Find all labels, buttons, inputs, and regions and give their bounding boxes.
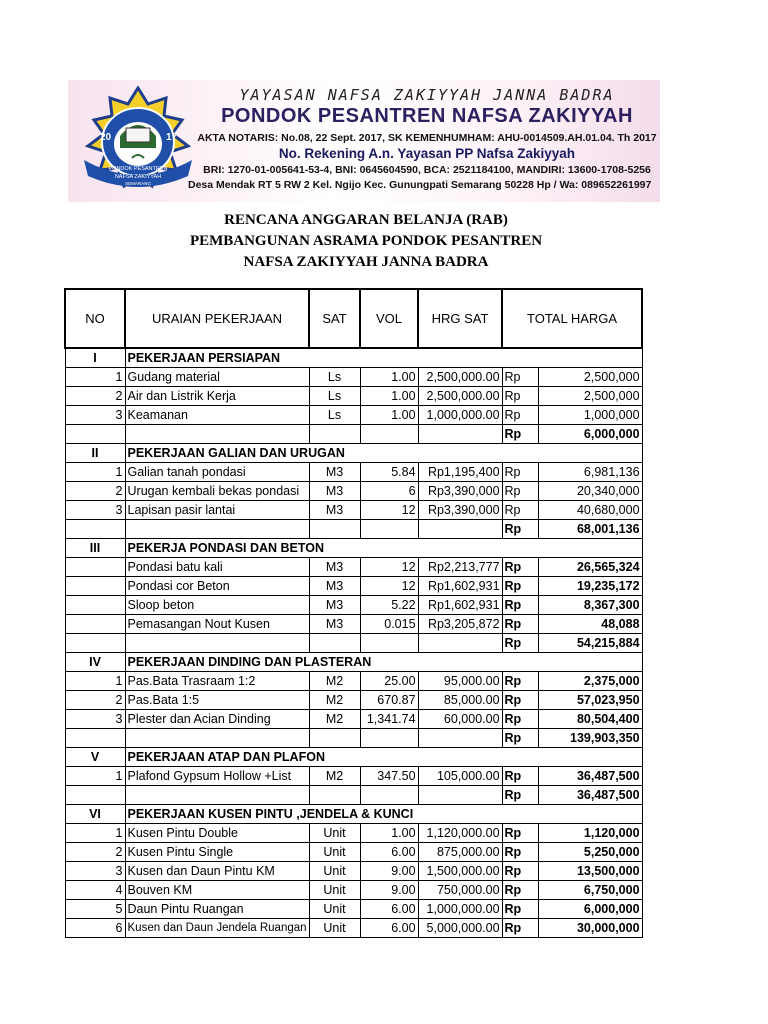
item-unit: M2 (309, 710, 360, 729)
currency-label: Rp (502, 482, 538, 501)
currency-label: Rp (502, 368, 538, 387)
table-row (65, 406, 642, 425)
empty-cell (65, 425, 125, 444)
item-unit: Unit (309, 843, 360, 862)
currency-label: Rp (502, 824, 538, 843)
subtotal-value: 139,903,350 (538, 729, 642, 748)
header-vol: VOL (360, 289, 418, 348)
item-total: 2,375,000 (538, 672, 642, 691)
notary-info: AKTA NOTARIS: No.08, 22 Sept. 2017, SK KEMENHUMHAM: AHU-0014509.AH.01.04. Th 2017 (197, 132, 657, 144)
item-volume: 12 (360, 577, 418, 596)
empty-cell (125, 425, 309, 444)
item-description: Daun Pintu Ruangan (125, 900, 309, 919)
item-description: Urugan kembali bekas pondasi (125, 482, 309, 501)
section-title: PEKERJAAN ATAP DAN PLAFON (125, 748, 642, 767)
item-volume: 6.00 (360, 919, 418, 938)
item-unit-price: 2,500,000.00 (418, 387, 502, 406)
item-unit: Unit (309, 824, 360, 843)
subtotal-value: 54,215,884 (538, 634, 642, 653)
table-row (65, 691, 642, 710)
empty-cell (309, 425, 360, 444)
item-description: Plafond Gypsum Hollow +List (125, 767, 309, 786)
item-unit: M3 (309, 558, 360, 577)
currency-label: Rp (502, 786, 538, 805)
item-number: 2 (65, 482, 125, 501)
section-row (65, 539, 642, 558)
item-unit-price: 750,000.00 (418, 881, 502, 900)
item-unit-price: 105,000.00 (418, 767, 502, 786)
item-total: 5,250,000 (538, 843, 642, 862)
currency-label: Rp (502, 463, 538, 482)
empty-cell (360, 786, 418, 805)
item-unit-price: 85,000.00 (418, 691, 502, 710)
item-total: 1,000,000 (538, 406, 642, 425)
item-unit: Unit (309, 881, 360, 900)
subtotal-row (65, 729, 642, 748)
empty-cell (65, 729, 125, 748)
item-total: 13,500,000 (538, 862, 642, 881)
subtotal-value: 68,001,136 (538, 520, 642, 539)
item-total: 20,340,000 (538, 482, 642, 501)
item-unit-price: Rp1,195,400 (418, 463, 502, 482)
item-number: 6 (65, 919, 125, 938)
item-total: 30,000,000 (538, 919, 642, 938)
item-volume: 12 (360, 558, 418, 577)
header-no: NO (65, 289, 125, 348)
item-volume: 670.87 (360, 691, 418, 710)
item-number: 4 (65, 881, 125, 900)
account-title: No. Rekening A.n. Yayasan PP Nafsa Zakiyyah (278, 146, 576, 161)
empty-cell (418, 786, 502, 805)
table-row (65, 919, 642, 938)
item-unit-price: 1,000,000.00 (418, 406, 502, 425)
item-unit: M3 (309, 501, 360, 520)
item-unit-price: 875,000.00 (418, 843, 502, 862)
institution-name: PONDOK PESANTREN NAFSA ZAKIYYAH (221, 105, 633, 127)
item-volume: 5.22 (360, 596, 418, 615)
item-unit: Ls (309, 406, 360, 425)
currency-label: Rp (502, 691, 538, 710)
item-volume: 5.84 (360, 463, 418, 482)
currency-label: Rp (502, 919, 538, 938)
section-title: PEKERJA PONDASI DAN BETON (125, 539, 642, 558)
subtotal-row (65, 520, 642, 539)
item-number: 3 (65, 862, 125, 881)
section-number: IV (65, 653, 125, 672)
section-row (65, 348, 642, 368)
item-description: Pas.Bata Trasraam 1:2 (125, 672, 309, 691)
item-volume: 9.00 (360, 862, 418, 881)
currency-label: Rp (502, 387, 538, 406)
table-row (65, 767, 642, 786)
currency-label: Rp (502, 520, 538, 539)
item-description: Pas.Bata 1:5 (125, 691, 309, 710)
item-description: Pondasi batu kali (125, 558, 309, 577)
section-number: VI (65, 805, 125, 824)
item-number: 1 (65, 368, 125, 387)
table-row (65, 577, 642, 596)
rab-table (64, 288, 643, 938)
table-row (65, 615, 642, 634)
header-total-harga: TOTAL HARGA (502, 289, 642, 348)
section-number: I (65, 348, 125, 368)
item-total: 8,367,300 (538, 596, 642, 615)
item-total: 6,981,136 (538, 463, 642, 482)
empty-cell (418, 425, 502, 444)
item-unit-price: Rp3,390,000 (418, 501, 502, 520)
item-unit: M3 (309, 596, 360, 615)
item-description: Kusen dan Daun Jendela Ruangan (125, 919, 309, 938)
pesantren-logo (82, 86, 194, 194)
letterhead (68, 80, 660, 202)
item-number (65, 615, 125, 634)
title-line-3: NAFSA ZAKIYYAH JANNA BADRA (243, 254, 489, 270)
item-unit-price: 60,000.00 (418, 710, 502, 729)
title-line-2: PEMBANGUNAN ASRAMA PONDOK PESANTREN (189, 233, 543, 249)
currency-label: Rp (502, 729, 538, 748)
item-volume: 6.00 (360, 843, 418, 862)
section-title: PEKERJAAN KUSEN PINTU ,JENDELA & KUNCI (125, 805, 642, 824)
empty-cell (309, 786, 360, 805)
section-row (65, 653, 642, 672)
item-unit: M3 (309, 577, 360, 596)
item-number: 1 (65, 767, 125, 786)
item-unit: M2 (309, 767, 360, 786)
item-unit: M3 (309, 615, 360, 634)
table-row (65, 482, 642, 501)
item-unit: M2 (309, 691, 360, 710)
item-number: 2 (65, 691, 125, 710)
item-description: Kusen Pintu Double (125, 824, 309, 843)
currency-label: Rp (502, 881, 538, 900)
item-description: Pondasi cor Beton (125, 577, 309, 596)
item-volume: 6 (360, 482, 418, 501)
table-row (65, 843, 642, 862)
currency-label: Rp (502, 615, 538, 634)
item-unit-price: 1,500,000.00 (418, 862, 502, 881)
item-total: 40,680,000 (538, 501, 642, 520)
item-volume: 9.00 (360, 881, 418, 900)
item-volume: 0.015 (360, 615, 418, 634)
currency-label: Rp (502, 501, 538, 520)
item-unit: M2 (309, 672, 360, 691)
item-total: 57,023,950 (538, 691, 642, 710)
section-number: V (65, 748, 125, 767)
address: Desa Mendak RT 5 RW 2 Kel. Ngijo Kec. Gunungpati Semarang 50228 Hp / Wa: 089652261997 (188, 179, 652, 191)
item-volume: 1,341.74 (360, 710, 418, 729)
item-total: 6,000,000 (538, 900, 642, 919)
empty-cell (309, 520, 360, 539)
item-unit-price: Rp1,602,931 (418, 596, 502, 615)
item-volume: 1.00 (360, 406, 418, 425)
item-number: 1 (65, 463, 125, 482)
subtotal-row (65, 634, 642, 653)
item-total: 19,235,172 (538, 577, 642, 596)
table-row (65, 596, 642, 615)
empty-cell (125, 634, 309, 653)
table-row (65, 368, 642, 387)
empty-cell (418, 729, 502, 748)
table-row (65, 862, 642, 881)
table-row (65, 900, 642, 919)
subtotal-value: 36,487,500 (538, 786, 642, 805)
empty-cell (65, 520, 125, 539)
item-unit: M3 (309, 482, 360, 501)
item-unit: Unit (309, 919, 360, 938)
item-unit-price: 2,500,000.00 (418, 368, 502, 387)
table-row (65, 710, 642, 729)
item-volume: 1.00 (360, 824, 418, 843)
currency-label: Rp (502, 577, 538, 596)
item-number (65, 577, 125, 596)
item-number: 1 (65, 824, 125, 843)
section-number: II (65, 444, 125, 463)
item-volume: 25.00 (360, 672, 418, 691)
currency-label: Rp (502, 710, 538, 729)
section-row (65, 748, 642, 767)
table-body (65, 348, 642, 938)
currency-label: Rp (502, 406, 538, 425)
empty-cell (65, 786, 125, 805)
item-total: 1,120,000 (538, 824, 642, 843)
currency-label: Rp (502, 767, 538, 786)
logo-line2: NAFSA ZAKIYYAH (114, 174, 162, 180)
document-title (0, 210, 732, 273)
item-description: Plester dan Acian Dinding (125, 710, 309, 729)
header-hrg-sat: HRG SAT (418, 289, 502, 348)
table-row (65, 387, 642, 406)
item-unit: Unit (309, 862, 360, 881)
item-number: 5 (65, 900, 125, 919)
item-volume: 1.00 (360, 387, 418, 406)
empty-cell (360, 425, 418, 444)
logo-year-left: 20 (100, 132, 112, 143)
subtotal-value: 6,000,000 (538, 425, 642, 444)
currency-label: Rp (502, 843, 538, 862)
item-volume: 1.00 (360, 368, 418, 387)
item-number (65, 558, 125, 577)
item-volume: 6.00 (360, 900, 418, 919)
item-number: 3 (65, 710, 125, 729)
item-unit-price: Rp3,390,000 (418, 482, 502, 501)
item-total: 48,088 (538, 615, 642, 634)
empty-cell (125, 729, 309, 748)
item-number (65, 596, 125, 615)
logo-year-right: 17 (166, 132, 178, 143)
empty-cell (360, 520, 418, 539)
item-description: Kusen Pintu Single (125, 843, 309, 862)
item-unit: Ls (309, 368, 360, 387)
item-volume: 347.50 (360, 767, 418, 786)
section-title: PEKERJAAN GALIAN DAN URUGAN (125, 444, 642, 463)
item-description: Bouven KM (125, 881, 309, 900)
item-unit-price: Rp3,205,872 (418, 615, 502, 634)
item-unit: Unit (309, 900, 360, 919)
table-row (65, 463, 642, 482)
empty-cell (418, 520, 502, 539)
empty-cell (360, 729, 418, 748)
item-total: 36,487,500 (538, 767, 642, 786)
section-row (65, 444, 642, 463)
item-total: 26,565,324 (538, 558, 642, 577)
logo-line1: PONDOK PESANTREN (108, 166, 168, 172)
item-description: Lapisan pasir lantai (125, 501, 309, 520)
empty-cell (309, 729, 360, 748)
empty-cell (418, 634, 502, 653)
item-number: 2 (65, 843, 125, 862)
item-description: Sloop beton (125, 596, 309, 615)
item-unit-price: 1,000,000.00 (418, 900, 502, 919)
currency-label: Rp (502, 900, 538, 919)
currency-label: Rp (502, 425, 538, 444)
table-row (65, 558, 642, 577)
item-total: 80,504,400 (538, 710, 642, 729)
subtotal-row (65, 786, 642, 805)
item-total: 2,500,000 (538, 368, 642, 387)
empty-cell (360, 634, 418, 653)
section-row (65, 805, 642, 824)
currency-label: Rp (502, 596, 538, 615)
section-title: PEKERJAAN PERSIAPAN (125, 348, 642, 368)
item-unit: M3 (309, 463, 360, 482)
currency-label: Rp (502, 862, 538, 881)
section-number: III (65, 539, 125, 558)
item-volume: 12 (360, 501, 418, 520)
logo-line3: SEMARANG (125, 181, 151, 186)
foundation-name: YAYASAN NAFSA ZAKIYYAH JANNA BADRA (239, 86, 615, 104)
table-row (65, 672, 642, 691)
item-description: Pemasangan Nout Kusen (125, 615, 309, 634)
table-header-row (65, 289, 642, 348)
letterhead-text (188, 84, 658, 191)
item-total: 6,750,000 (538, 881, 642, 900)
currency-label: Rp (502, 558, 538, 577)
item-number: 3 (65, 406, 125, 425)
empty-cell (65, 634, 125, 653)
item-unit-price: Rp2,213,777 (418, 558, 502, 577)
table-row (65, 881, 642, 900)
empty-cell (309, 634, 360, 653)
title-line-1: RENCANA ANGGARAN BELANJA (RAB) (224, 212, 508, 228)
item-description: Galian tanah pondasi (125, 463, 309, 482)
empty-cell (125, 786, 309, 805)
item-unit: Ls (309, 387, 360, 406)
subtotal-row (65, 425, 642, 444)
bank-accounts: BRI: 1270-01-005641-53-4, BNI: 0645604590, BCA: 2521184100, MANDIRI: 13600-1708-5256 (203, 164, 651, 176)
item-description: Kusen dan Daun Pintu KM (125, 862, 309, 881)
item-number: 3 (65, 501, 125, 520)
item-total: 2,500,000 (538, 387, 642, 406)
item-description: Air dan Listrik Kerja (125, 387, 309, 406)
item-unit-price: Rp1,602,931 (418, 577, 502, 596)
item-unit-price: 1,120,000.00 (418, 824, 502, 843)
item-description: Gudang material (125, 368, 309, 387)
item-unit-price: 95,000.00 (418, 672, 502, 691)
item-number: 2 (65, 387, 125, 406)
section-title: PEKERJAAN DINDING DAN PLASTERAN (125, 653, 642, 672)
empty-cell (125, 520, 309, 539)
item-description: Keamanan (125, 406, 309, 425)
item-unit-price: 5,000,000.00 (418, 919, 502, 938)
header-uraian: URAIAN PEKERJAAN (125, 289, 309, 348)
table-row (65, 501, 642, 520)
header-sat: SAT (309, 289, 360, 348)
table-row (65, 824, 642, 843)
currency-label: Rp (502, 672, 538, 691)
item-number: 1 (65, 672, 125, 691)
currency-label: Rp (502, 634, 538, 653)
